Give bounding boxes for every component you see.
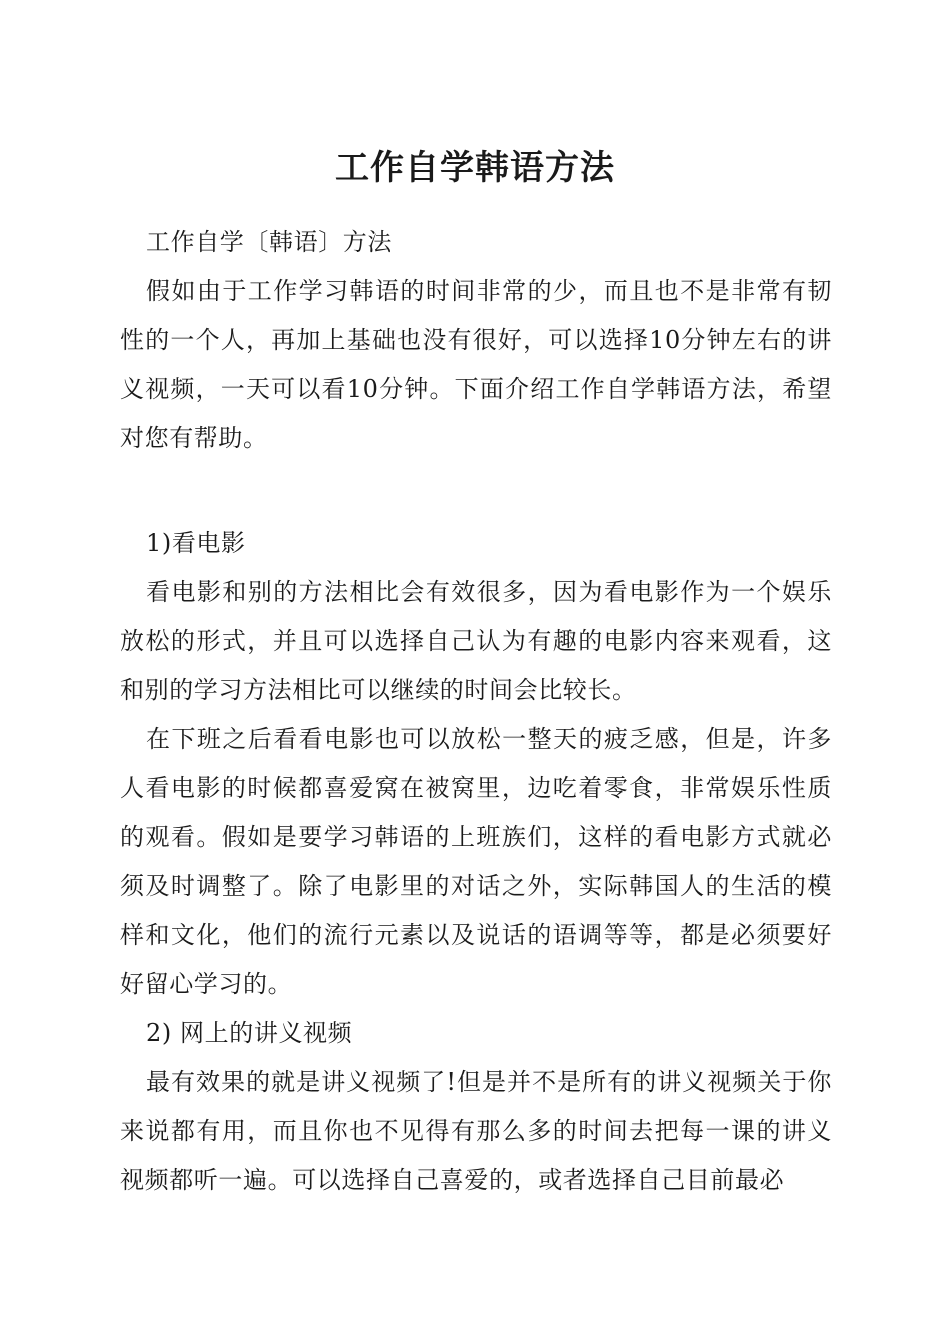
intro-paragraph: 假如由于工作学习韩语的时间非常的少，而且也不是非常有韧性的一个人，再加上基础也没有很好，可以选择10分钟左右的讲义视频，一天可以看10分钟。下面介绍工作自学韩语方法，希望对您有帮助。	[120, 277, 832, 452]
page-title: 工作自学韩语方法	[335, 148, 615, 188]
subtitle-paragraph: 工作自学〔韩语〕方法	[146, 228, 392, 256]
movies-paragraph-1: 看电影和别的方法相比会有效很多，因为看电影作为一个娱乐放松的形式，并且可以选择自己认为有趣的电影内容来观看，这和别的学习方法相比可以继续的时间会比较长。	[120, 578, 832, 704]
section-heading-online-videos: 2) 网上的讲义视频	[146, 1019, 353, 1047]
online-videos-paragraph: 最有效果的就是讲义视频了!但是并不是所有的讲义视频关于你来说都有用，而且你也不见得有那么多的时间去把每一课的讲义视频都听一遍。可以选择自己喜爱的，或者选择自己目前最必	[120, 1068, 832, 1194]
paragraph-gap	[120, 463, 832, 519]
movies-paragraph-2: 在下班之后看看电影也可以放松一整天的疲乏感，但是，许多人看电影的时候都喜爱窝在被窝里，边吃着零食，非常娱乐性质的观看。假如是要学习韩语的上班族们，这样的看电影方式就必须及时调整了。除了电影里的对话之外，实际韩国人的生活的模样和文化，他们的流行元素以及说话的语调等等，都是必须要好好留心学习的。	[120, 725, 832, 998]
document-body	[120, 218, 832, 1205]
section-heading-movies: 1)看电影	[146, 529, 246, 557]
